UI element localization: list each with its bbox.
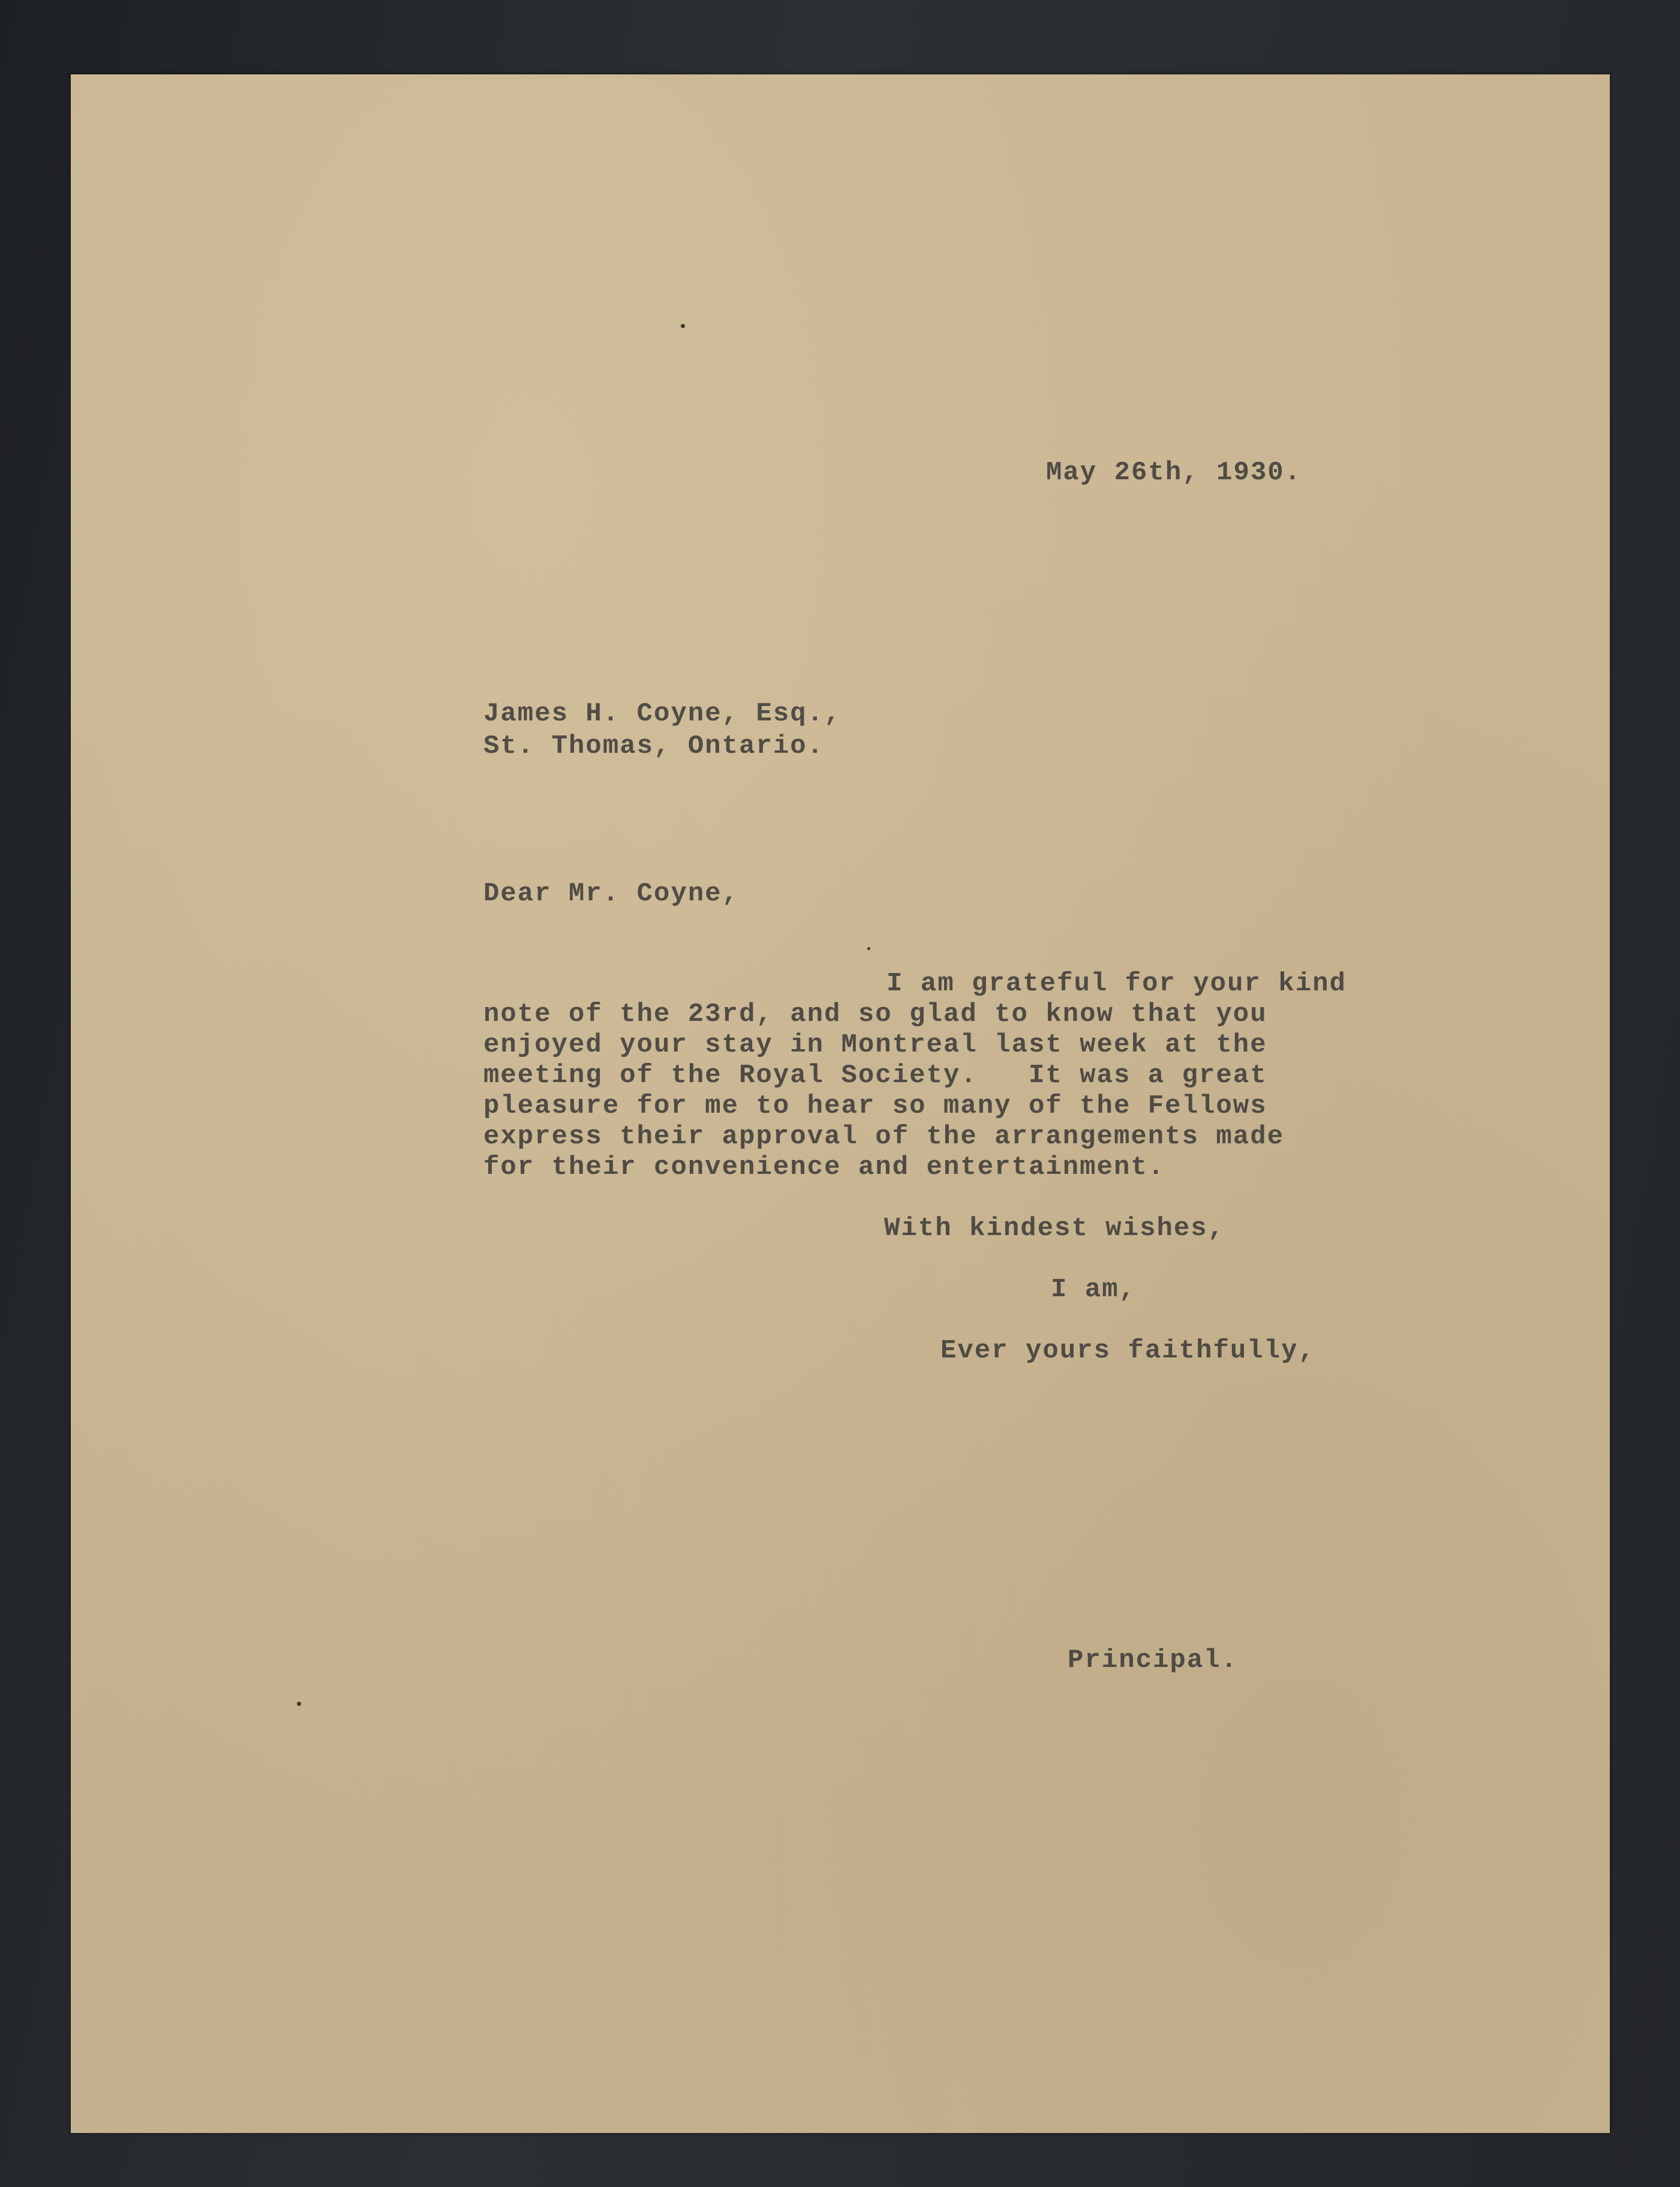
recipient-city: St. Thomas, Ontario.	[483, 731, 825, 761]
body-line: express their approval of the arrangements made	[483, 1122, 1285, 1152]
closing-i-am: I am,	[1051, 1275, 1137, 1305]
paper-speck	[297, 1702, 301, 1706]
closing-faithfully: Ever yours faithfully,	[940, 1336, 1315, 1366]
signature-title: Principal.	[1068, 1645, 1239, 1675]
body-line: note of the 23rd, and so glad to know that you	[483, 999, 1267, 1029]
body-line: for their convenience and entertainment.	[483, 1152, 1165, 1182]
body-line: meeting of the Royal Society. It was a great	[483, 1061, 1267, 1091]
salutation: Dear Mr. Coyne,	[483, 879, 740, 909]
paper-speck	[867, 947, 870, 950]
closing-wishes: With kindest wishes,	[884, 1213, 1225, 1243]
recipient-name: James H. Coyne, Esq.,	[483, 699, 841, 729]
body-line: pleasure for me to hear so many of the Fellows	[483, 1091, 1267, 1121]
paper-speck	[681, 324, 685, 328]
letter-date: May 26th, 1930.	[1046, 458, 1302, 488]
body-line: I am grateful for your kind	[886, 969, 1347, 999]
body-line: enjoyed your stay in Montreal last week at the	[483, 1030, 1267, 1060]
